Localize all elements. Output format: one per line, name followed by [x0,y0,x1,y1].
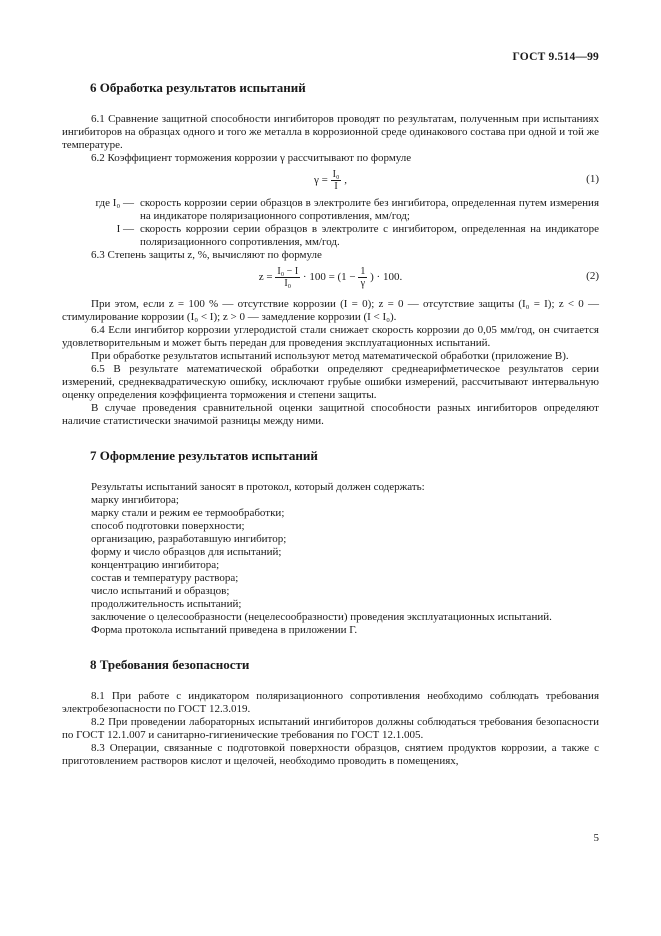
formula-2-numerator-a: I₀ − I [277,266,299,277]
running-header: ГОСТ 9.514—99 [512,51,599,63]
list-item: марку ингибитора; [91,494,179,506]
para-6-2: 6.2 Коэффициент торможения коррозии γ рассчитывают по формуле [91,152,412,164]
definition-i-label: I — [116,223,134,235]
definition-i-text: скорость коррозии серии образцов в электролите с ингибитором, определенная на индикаторе поляризационного сопротивления, мм/год. [140,223,599,248]
definition-i0-text: скорость коррозии серии образцов в электролите без ингибитора, определенная путем измерения на индикаторе поляризационного сопротивления, мм/год; [140,197,599,222]
list-item: число испытаний и образцов; [91,585,230,597]
list-item: заключение о целесообразности (нецелесообразности) проведения эксплуатационных испытаний. [91,611,552,623]
formula-1-denominator: I [334,181,338,192]
formula-2-numerator-b: 1 [360,266,366,277]
formula-2-denominator-a: I₀ [284,278,292,289]
para-7-outro: Форма протокола испытаний приведена в приложении Г. [91,624,358,636]
para-6-3: 6.3 Степень защиты z, %, вычисляют по формуле [91,249,322,261]
definition-i0-label: где I₀ — [95,197,134,209]
list-item: способ подготовки поверхности; [91,520,245,532]
formula-1-tail: , [344,174,347,187]
formula-2-fraction-a [275,266,300,289]
list-item: состав и температуру раствора; [91,572,239,584]
para-6-4: 6.4 Если ингибитор коррозии углеродистой стали снижает скорость коррозии до 0,05 мм/год, он считается удовлетворительным и может быть передан для проведения эксплуатационных испытаний. [62,324,599,349]
list-item: форму и число образцов для испытаний; [91,546,282,558]
para-8-3: 8.3 Операции, связанные с подготовкой поверхности образцов, снятием продуктов коррозии, а также с приготовлением растворов кислот и щелочей, необходимо проводить в помещениях, [62,742,599,767]
section-7-title: 7 Оформление результатов испытаний [90,448,318,463]
formula-1-numerator: I₀ [332,169,340,180]
list-item: концентрацию ингибитора; [91,559,220,571]
list-item: организацию, разработавшую ингибитор; [91,533,287,545]
formula-2-tail: ) · 100. [370,271,403,284]
page-number: 5 [593,832,599,844]
para-8-2: 8.2 При проведении лабораторных испытаний ингибиторов должны соблюдаться требования безопасности по ГОСТ 12.1.007 и санитарно-гигиенические требования по ГОСТ 12.1.005. [62,716,599,741]
formula-2-number: (2) [586,270,599,282]
formula-1 [62,165,599,197]
definition-i [62,223,599,249]
formula-2-lhs: z = [258,271,273,284]
section-6-title: 6 Обработка результатов испытаний [90,80,306,95]
definition-i0 [62,197,599,223]
formula-2 [62,262,599,298]
section-8-title: 8 Требования безопасности [90,657,250,672]
para-6-5-compare: В случае проведения сравнительной оценки защитной способности разных ингибиторов определяют наличие статистически значимой разницы между ними. [62,402,599,427]
para-6-1: 6.1 Сравнение защитной способности ингибиторов проводят по результатам, полученным при испытаниях ингибиторов на образцах одного и того же металла в коррозионной среде одинакового состава при одной и той же температуре. [62,113,599,151]
formula-1-number: (1) [586,173,599,185]
para-7-intro: Результаты испытаний заносят в протокол, который должен содержать: [91,481,425,493]
protocol-contents-list [62,494,599,624]
list-item: продолжительность испытаний; [91,598,242,610]
para-6-3-cases: При этом, если z = 100 % — отсутствие коррозии (I = 0); z = 0 — отсутствие защиты (I₀ = I); z < 0 — стимулирование коррозии (I₀ < I); z > 0 — замедление коррозии (I < I₀). [62,298,599,323]
para-6-5: 6.5 В результате математической обработки определяют среднеарифметическое результатов серии измерений, среднеквадратическую ошибку, исключают грубые ошибки измерений, рассчитывают интервальную оценку определения коэффициента торможения и степени защиты. [62,363,599,401]
page-content [62,80,599,768]
formula-1-lhs: γ = [314,174,328,187]
list-item: марку стали и режим ее термообработки; [91,507,285,519]
para-6-4-method: При обработке результатов испытаний используют метод математической обработки (приложение В). [91,350,569,362]
para-8-1: 8.1 При работе с индикатором поляризационного сопротивления необходимо соблюдать требования электробезопасности по ГОСТ 12.3.019. [62,690,599,715]
formula-1-fraction [331,169,342,192]
formula-2-middle: · 100 = (1 − [302,271,356,284]
formula-2-denominator-b: γ [360,278,366,289]
formula-2-fraction-b [358,266,367,289]
